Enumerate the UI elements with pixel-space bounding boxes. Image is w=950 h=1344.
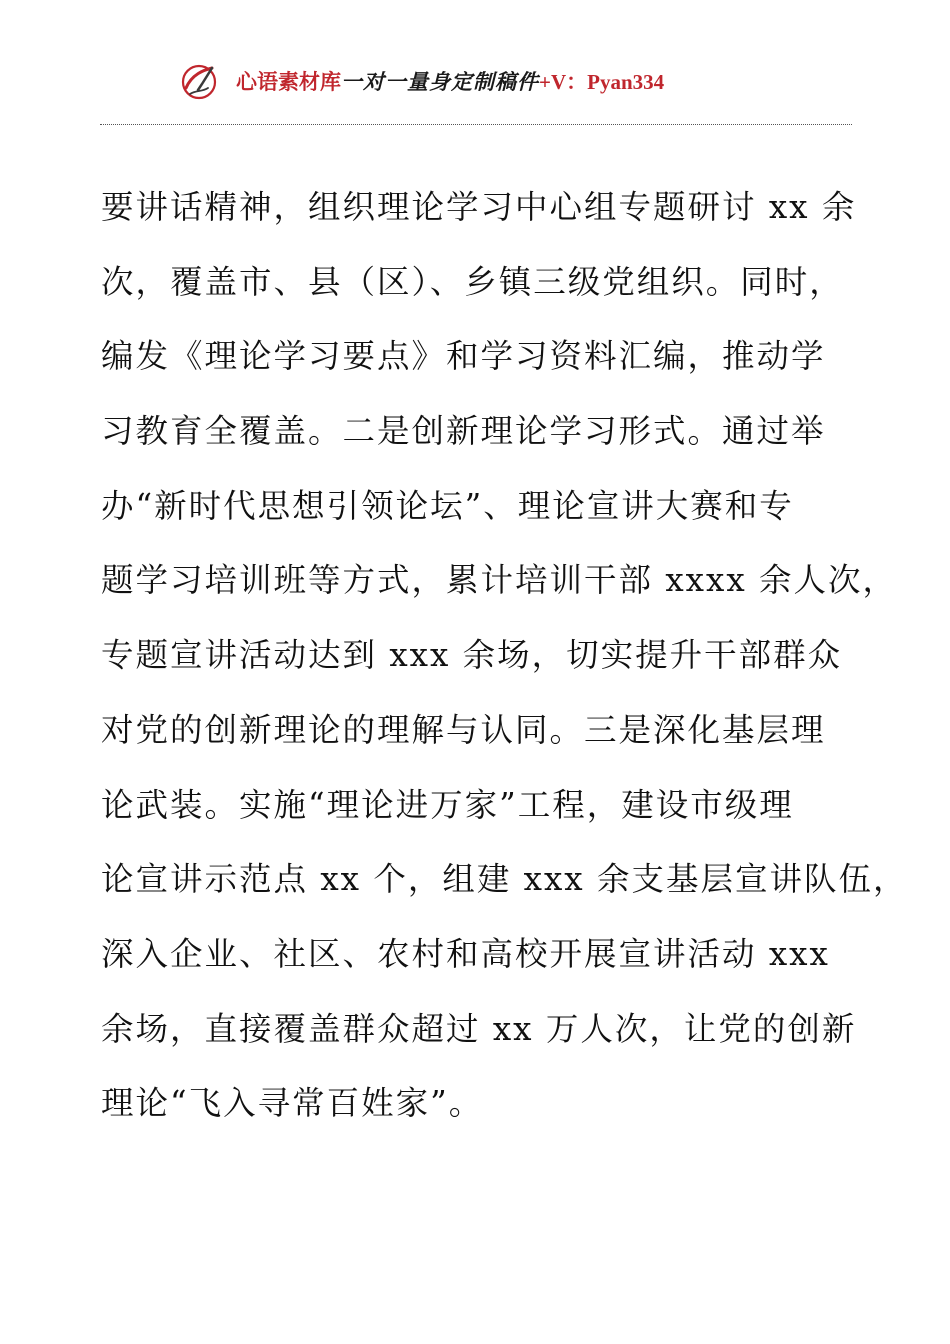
quill-swirl-icon <box>178 60 220 102</box>
body-line: 理论“飞入寻常百姓家”。 <box>101 1084 484 1123</box>
body-line: 办“新时代思想引领论坛”、理论宣讲大赛和专 <box>101 486 794 525</box>
body-line: 次，覆盖市、县（区）、乡镇三级党组织。同时， <box>101 262 844 301</box>
body-line: 编发《理论学习要点》和学习资料汇编，推动学 <box>101 337 826 376</box>
body-line: 专题宣讲活动达到 xxx 余场，切实提升干部群众 <box>101 636 843 675</box>
body-line: 论宣讲示范点 xx 个，组建 xxx 余支基层宣讲队伍， <box>101 860 908 899</box>
body-line: 要讲话精神，组织理论学习中心组专题研讨 xx 余 <box>101 188 857 226</box>
header-slogan: 一对一量身定制稿件 <box>341 70 539 94</box>
body-line: 对党的创新理论的理解与认同。三是深化基层理 <box>101 710 826 749</box>
body-line: 余场，直接覆盖群众超过 xx 万人次，让党的创新 <box>101 1009 857 1048</box>
body-line: 深入企业、社区、农村和高校开展宣讲活动 xxx <box>101 934 830 973</box>
contact-info: +V：Pyan334 <box>539 70 665 94</box>
body-line: 论武装。实施“理论进万家”工程，建设市级理 <box>101 785 794 824</box>
header-divider <box>100 124 852 125</box>
body-line: 习教育全覆盖。二是创新理论学习形式。通过举 <box>101 412 826 451</box>
document-body <box>101 180 908 1151</box>
body-line: 题学习培训班等方式，累计培训干部 xxxx 余人次， <box>101 561 897 600</box>
header-banner <box>236 68 664 96</box>
page-header <box>0 54 950 110</box>
brand-name: 心语素材库 <box>236 69 341 94</box>
